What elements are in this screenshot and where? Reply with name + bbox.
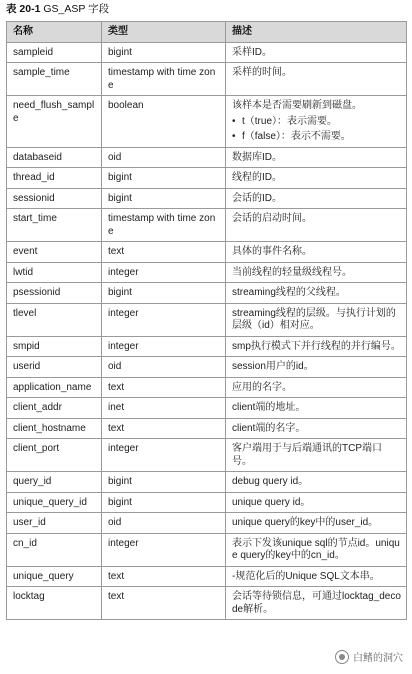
field-description-cell (226, 188, 407, 209)
table-header-row (7, 22, 407, 43)
column-header-name: 名称 (7, 22, 102, 43)
field-type-cell: bigint (102, 168, 226, 189)
field-name-cell: query_id (7, 472, 102, 493)
field-description-text: 会话等待锁信息，可通过locktag_decode解析。 (232, 591, 401, 615)
field-description-text: 采样ID。 (232, 46, 272, 58)
field-name-cell: sample_time (7, 63, 102, 96)
field-name-cell: sessionid (7, 188, 102, 209)
table-row (7, 492, 407, 513)
field-description-text: client端的地址。 (232, 402, 306, 413)
table-row (7, 188, 407, 209)
field-name-cell: client_addr (7, 398, 102, 419)
table-row (7, 472, 407, 493)
field-description-cell (226, 357, 407, 378)
field-description-text: 该样本是否需要刷新到磁盘。 (232, 100, 362, 111)
field-type-cell: bigint (102, 42, 226, 63)
field-description-cell (226, 147, 407, 168)
table-row (7, 303, 407, 336)
field-description-text: 表示下发该unique sql的节点id。unique query的key中的cn_id。 (232, 537, 400, 561)
table-row (7, 42, 407, 63)
field-type-cell: boolean (102, 96, 226, 148)
field-description-cell (226, 336, 407, 357)
field-type-cell: inet (102, 398, 226, 419)
field-description-text: 线程的ID。 (232, 172, 282, 183)
table-caption-title: GS_ASP 字段 (43, 3, 110, 15)
field-description-cell (226, 566, 407, 587)
field-description-cell (226, 63, 407, 96)
field-description-text: 当前线程的轻量级线程号。 (232, 266, 352, 278)
field-name-cell: user_id (7, 513, 102, 534)
table-row (7, 147, 407, 168)
field-name-cell: thread_id (7, 168, 102, 189)
field-description-text: 采样的时间。 (232, 67, 292, 78)
column-header-type: 类型 (102, 22, 226, 43)
table-row (7, 168, 407, 189)
table-row (7, 63, 407, 96)
field-name-cell: smpid (7, 336, 102, 357)
field-type-cell: oid (102, 147, 226, 168)
field-description-text: unique query的key中的user_id。 (232, 517, 379, 528)
field-description-text: 具体的事件名称。 (232, 246, 312, 257)
field-description-cell (226, 262, 407, 283)
field-name-cell: lwtid (7, 262, 102, 283)
field-description-text: -规范化后的Unique SQL文本串。 (232, 570, 380, 582)
field-type-cell: timestamp with time zone (102, 209, 226, 242)
fields-table (6, 21, 407, 620)
watermark (332, 648, 406, 665)
field-description-text: 数据库ID。 (232, 151, 282, 163)
table-row (7, 398, 407, 419)
table-row (7, 96, 407, 148)
field-description-text: 应用的名字。 (232, 381, 292, 393)
field-type-cell: bigint (102, 188, 226, 209)
table-row (7, 209, 407, 242)
field-description-text: 会话的启动时间。 (232, 213, 312, 224)
field-description-cell (226, 439, 407, 472)
table-row (7, 587, 407, 620)
column-header-description: 描述 (226, 22, 407, 43)
field-description-cell (226, 398, 407, 419)
field-description-cell (226, 533, 407, 566)
field-description-text: 会话的ID。 (232, 192, 282, 204)
field-type-cell: bigint (102, 492, 226, 513)
field-description-text: streaming线程的层级。与执行计划的层级（id）相对应。 (232, 307, 396, 331)
field-name-cell: application_name (7, 377, 102, 398)
field-type-cell: text (102, 418, 226, 439)
field-description-text: client端的名字。 (232, 422, 306, 434)
field-name-cell: tlevel (7, 303, 102, 336)
field-type-cell: integer (102, 262, 226, 283)
field-type-cell: text (102, 566, 226, 587)
watermark-logo-icon (335, 650, 349, 664)
field-type-cell: text (102, 587, 226, 620)
field-type-cell: text (102, 242, 226, 263)
field-type-cell: integer (102, 336, 226, 357)
field-type-cell: integer (102, 439, 226, 472)
table-body (7, 42, 407, 620)
table-row (7, 533, 407, 566)
field-type-cell: text (102, 377, 226, 398)
field-description-cell (226, 42, 407, 63)
table-row (7, 377, 407, 398)
field-type-cell: oid (102, 357, 226, 378)
table-row (7, 336, 407, 357)
field-description-cell (226, 168, 407, 189)
field-description-cell (226, 303, 407, 336)
description-bullet-item: • t（true）：表示需要。 (232, 116, 401, 129)
field-type-cell: timestamp with time zone (102, 63, 226, 96)
field-name-cell: psessionid (7, 283, 102, 304)
field-description-text: 客户端用于与后端通讯的TCP端口号。 (232, 443, 382, 467)
field-type-cell: integer (102, 303, 226, 336)
watermark-text: 白鳍的洞穴 (353, 653, 403, 664)
description-bullet-list (232, 116, 401, 144)
field-description-cell (226, 472, 407, 493)
field-description-text: smp执行模式下并行线程的并行编号。 (232, 340, 401, 352)
field-type-cell: integer (102, 533, 226, 566)
field-name-cell: userid (7, 357, 102, 378)
field-description-cell (226, 377, 407, 398)
field-description-cell (226, 513, 407, 534)
field-description-cell (226, 96, 407, 148)
field-description-cell (226, 418, 407, 439)
field-description-cell (226, 492, 407, 513)
field-name-cell: locktag (7, 587, 102, 620)
table-caption-number: 表 20-1 (6, 3, 41, 15)
table-row (7, 283, 407, 304)
field-name-cell: client_hostname (7, 418, 102, 439)
field-name-cell: event (7, 242, 102, 263)
field-name-cell: start_time (7, 209, 102, 242)
field-description-cell (226, 587, 407, 620)
table-row (7, 513, 407, 534)
field-name-cell: cn_id (7, 533, 102, 566)
field-name-cell: unique_query (7, 566, 102, 587)
table-row (7, 357, 407, 378)
field-name-cell: sampleid (7, 42, 102, 63)
table-row (7, 262, 407, 283)
field-name-cell: need_flush_sample (7, 96, 102, 148)
field-description-text: unique query id。 (232, 496, 311, 508)
table-caption (6, 2, 109, 16)
field-description-cell (226, 283, 407, 304)
field-description-text: debug query id。 (232, 476, 309, 487)
field-name-cell: client_port (7, 439, 102, 472)
table-row (7, 418, 407, 439)
field-type-cell: bigint (102, 472, 226, 493)
table-row (7, 242, 407, 263)
table-row (7, 566, 407, 587)
field-description-text: session用户的id。 (232, 361, 314, 372)
field-type-cell: oid (102, 513, 226, 534)
table-row (7, 439, 407, 472)
field-name-cell: databaseid (7, 147, 102, 168)
field-description-text: streaming线程的父线程。 (232, 287, 346, 298)
description-bullet-item: • f（false）：表示不需要。 (232, 131, 401, 144)
field-name-cell: unique_query_id (7, 492, 102, 513)
field-description-cell (226, 242, 407, 263)
field-description-cell (226, 209, 407, 242)
field-type-cell: bigint (102, 283, 226, 304)
